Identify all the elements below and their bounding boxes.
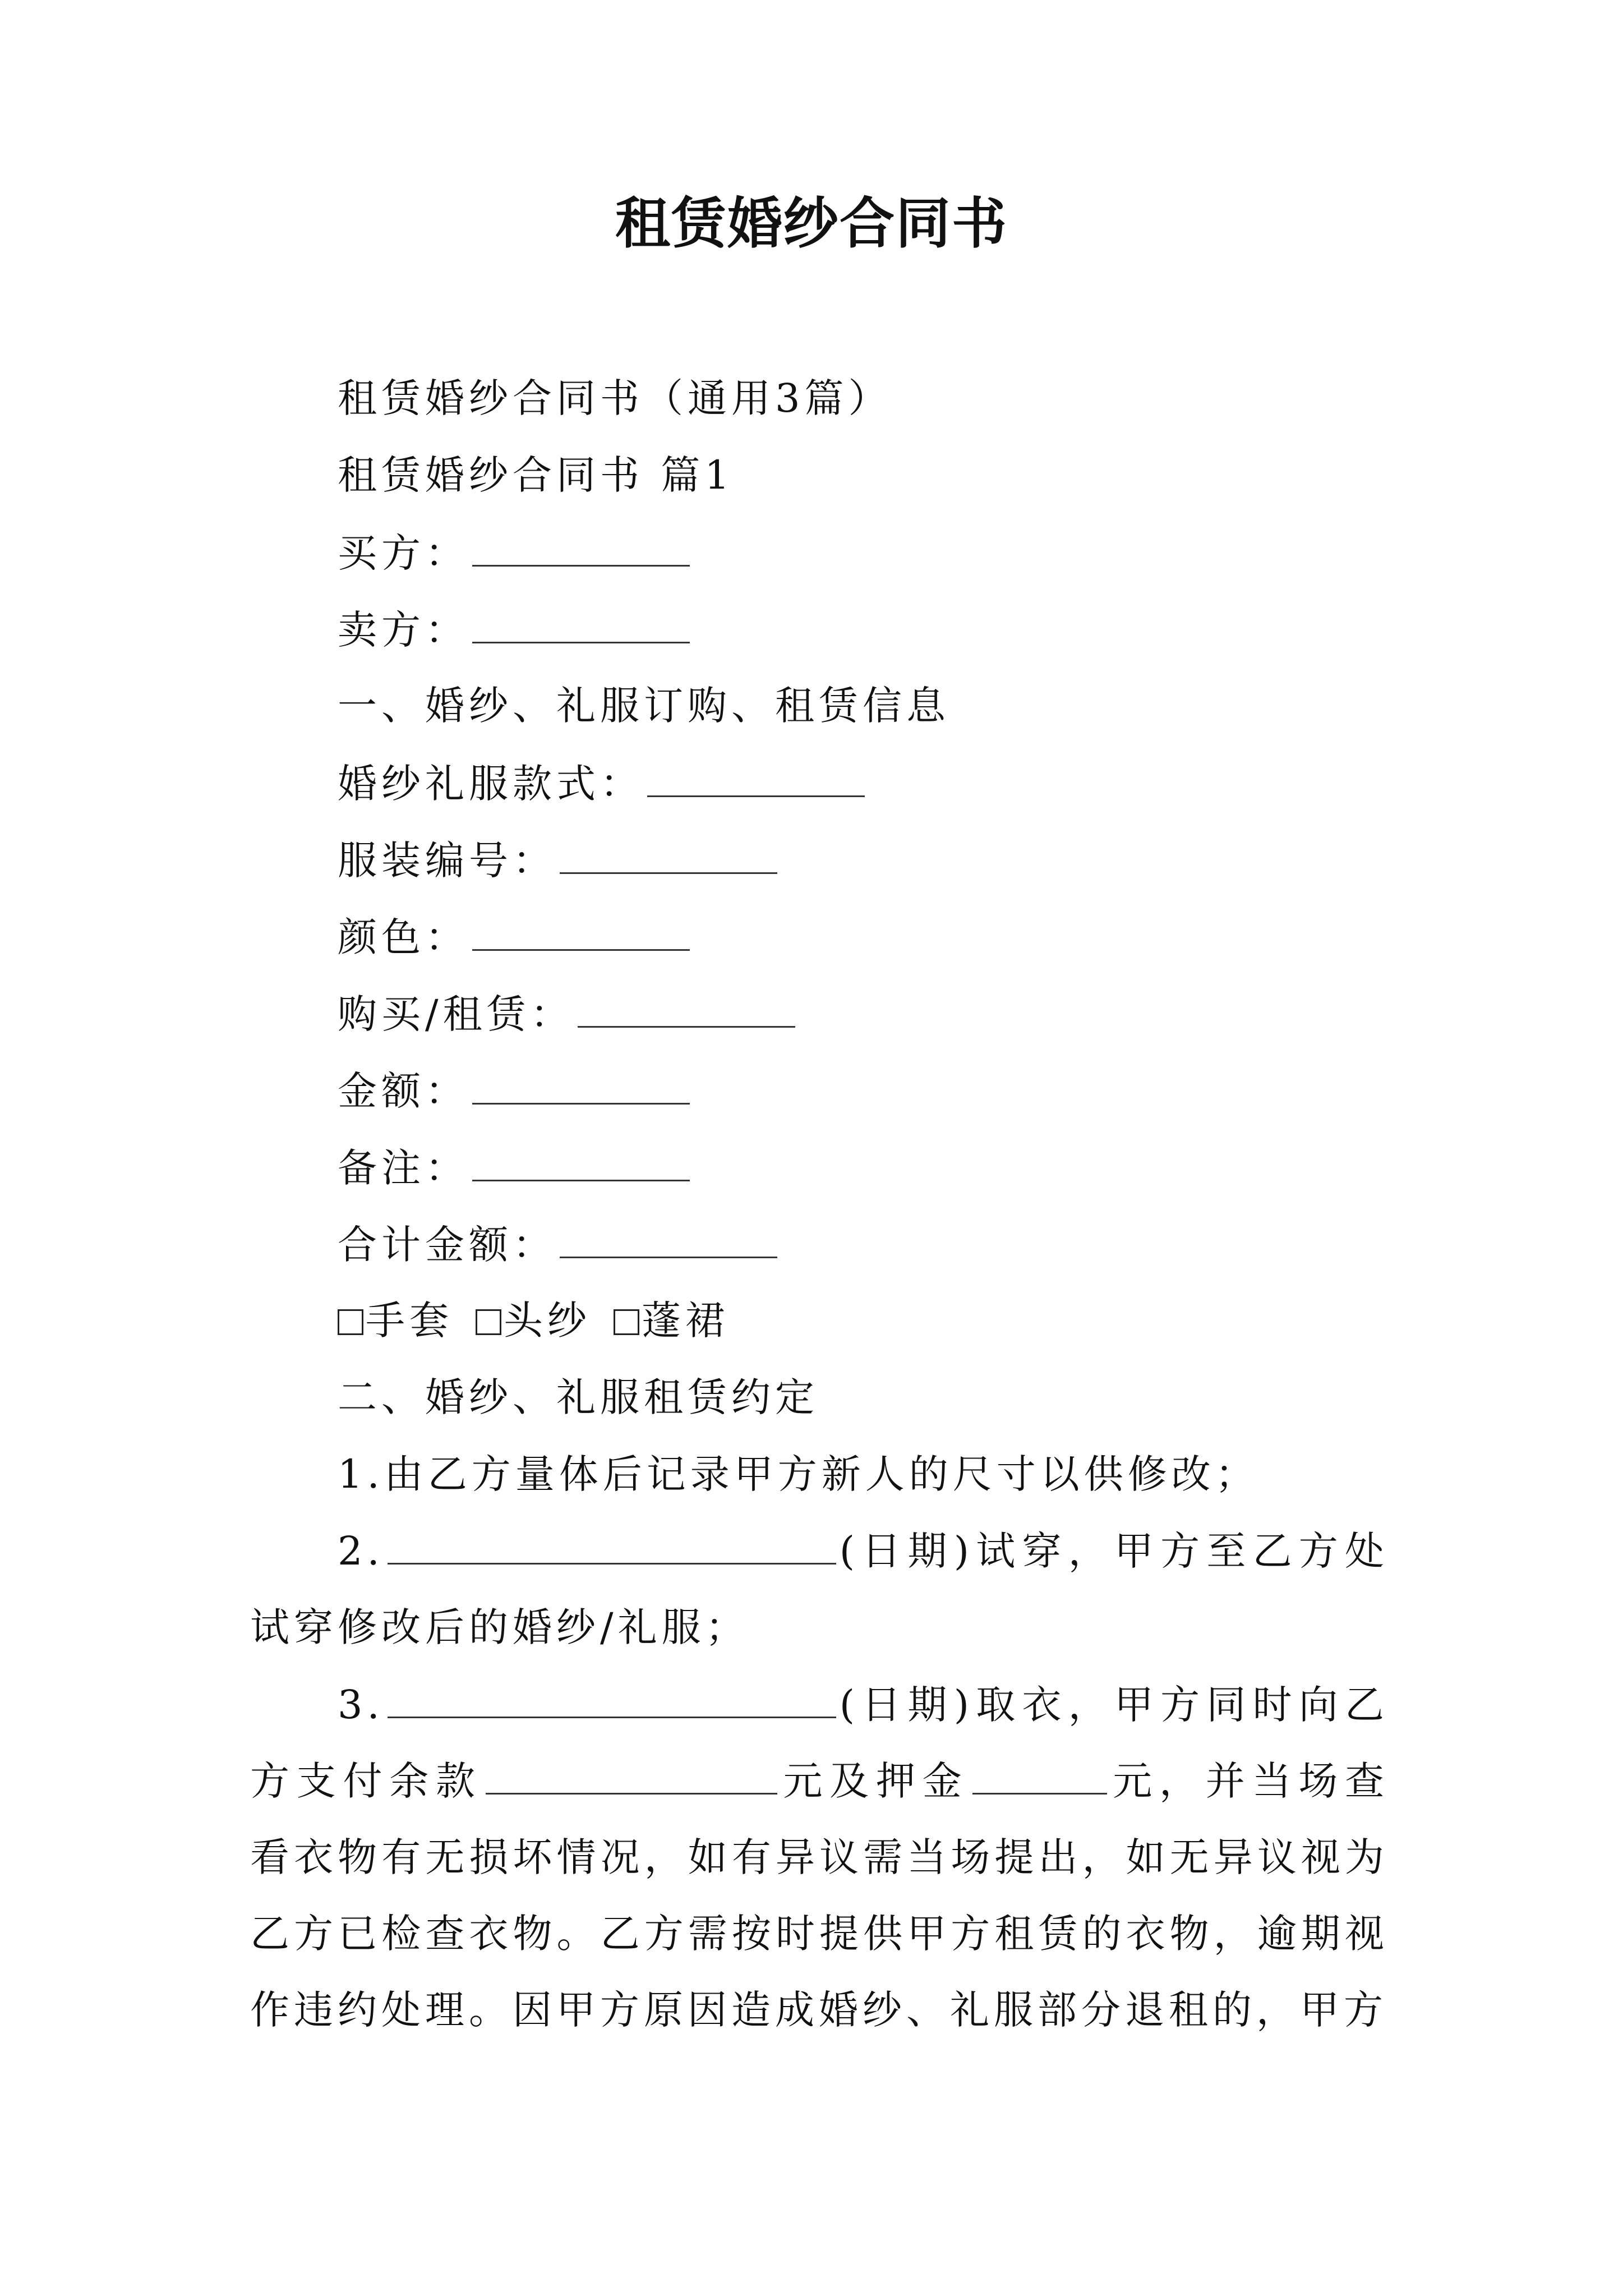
item-2-text: (日期)试穿，甲方至乙方处试穿修改后的婚纱/礼服； — [250, 1528, 1389, 1650]
remark-blank[interactable] — [472, 1147, 690, 1181]
checkbox-petticoat[interactable] — [614, 1297, 729, 1343]
document-title: 租赁婚纱合同书 — [615, 191, 1008, 256]
buyer-row — [338, 530, 693, 576]
color-blank[interactable] — [472, 917, 690, 951]
style-blank[interactable] — [647, 763, 865, 797]
item-3-text-b: 元及押金 — [780, 1758, 969, 1804]
checkbox-box-icon[interactable] — [614, 1309, 639, 1335]
item-3-deposit-blank[interactable] — [972, 1760, 1107, 1795]
item-3-text-c: 元，并当场查看衣物有无损坏情况，如有异议需当场提出，如无异议视为乙方已检查衣物。乙方需按时提供甲方租赁的衣物，逾期视作违约处理。因甲方原因造成婚纱、礼服部分退租的，甲方 — [250, 1758, 1389, 2033]
item-3-number: 3. — [338, 1682, 384, 1728]
item-2 — [250, 1513, 1389, 1665]
checkbox-label: 蓬裙 — [642, 1297, 729, 1343]
item-2-number: 2. — [338, 1528, 384, 1574]
total-row — [338, 1222, 781, 1268]
checkbox-gloves[interactable] — [338, 1297, 453, 1343]
item-1: 1.由乙方量体后记录甲方新人的尺寸以供修改； — [338, 1451, 1259, 1497]
checkbox-veil[interactable] — [476, 1297, 591, 1343]
buyer-label: 买方： — [338, 530, 469, 576]
seller-blank[interactable] — [472, 609, 690, 643]
part1-heading: 一、婚纱、礼服订购、租赁信息 — [338, 683, 950, 729]
amount-label: 金额： — [338, 1068, 469, 1114]
code-blank[interactable] — [560, 840, 777, 874]
item-3-date-blank[interactable] — [388, 1684, 836, 1718]
checkbox-label: 头纱 — [504, 1297, 591, 1343]
seller-label: 卖方： — [338, 607, 469, 653]
item-3-text-a: (日期)取衣，甲方同时向乙方支付余款 — [250, 1682, 1389, 1804]
part2-heading: 二、婚纱、礼服租赁约定 — [338, 1374, 819, 1420]
code-row — [338, 838, 781, 884]
item-2-date-blank[interactable] — [388, 1530, 836, 1565]
item-3-balance-blank[interactable] — [486, 1760, 777, 1795]
checkbox-box-icon[interactable] — [338, 1309, 363, 1335]
code-label: 服装编号： — [338, 838, 556, 884]
checkbox-box-icon[interactable] — [476, 1309, 501, 1335]
buyer-blank[interactable] — [472, 532, 690, 567]
remark-row — [338, 1145, 693, 1191]
amount-blank[interactable] — [472, 1070, 690, 1105]
buy-rent-row — [338, 991, 799, 1037]
remark-label: 备注： — [338, 1145, 469, 1191]
style-row — [338, 761, 868, 807]
seller-row — [338, 607, 693, 653]
total-label: 合计金额： — [338, 1222, 556, 1268]
amount-row — [338, 1068, 693, 1114]
section-heading: 租赁婚纱合同书 篇1 — [338, 452, 734, 498]
item-3 — [250, 1667, 1389, 2048]
buy-rent-label: 购买/租赁： — [338, 991, 574, 1037]
total-blank[interactable] — [560, 1224, 777, 1258]
style-label: 婚纱礼服款式： — [338, 761, 644, 807]
color-label: 颜色： — [338, 914, 469, 960]
document-subtitle: 租赁婚纱合同书（通用3篇） — [338, 375, 892, 421]
color-row — [338, 914, 693, 960]
buy-rent-blank[interactable] — [578, 993, 795, 1028]
checkbox-row — [338, 1297, 751, 1343]
checkbox-label: 手套 — [366, 1297, 453, 1343]
